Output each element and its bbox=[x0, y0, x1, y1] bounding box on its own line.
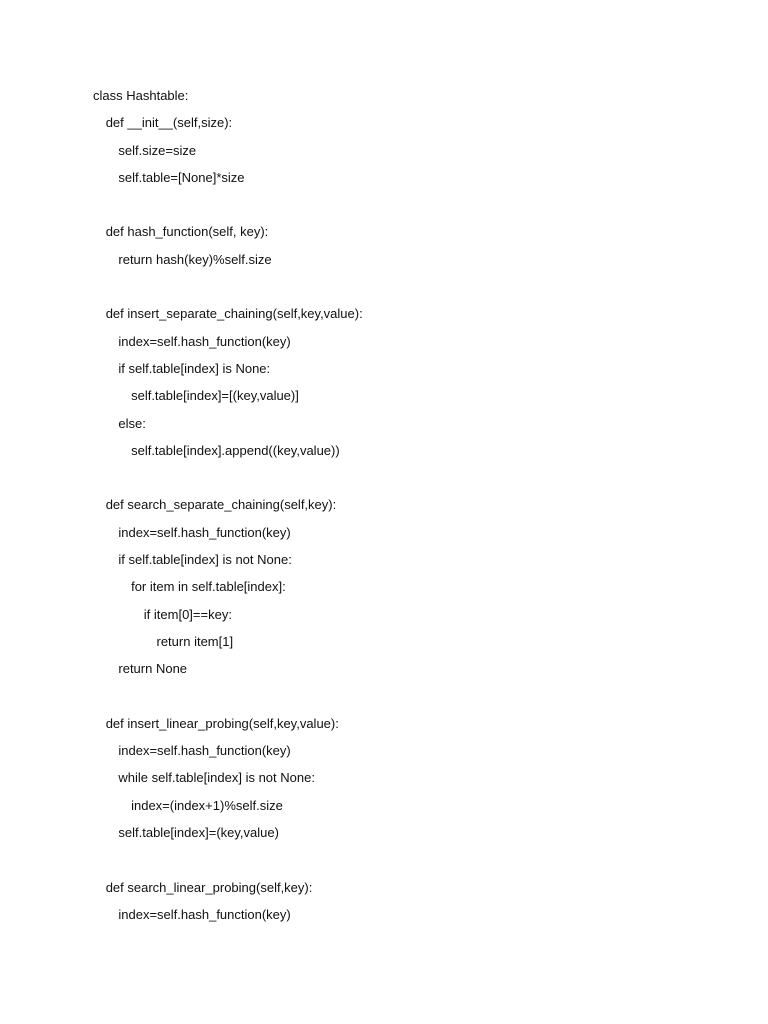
code-line: def hash_function(self, key): bbox=[105, 224, 269, 240]
code-line bbox=[93, 468, 733, 495]
code-line: self.table[index]=(key,value) bbox=[118, 825, 279, 841]
code-line bbox=[93, 277, 733, 304]
code-line bbox=[93, 687, 733, 714]
code-line: while self.table[index] is not None: bbox=[118, 770, 315, 786]
code-line: if item[0]==key: bbox=[143, 606, 232, 622]
code-line: return hash(key)%self.size bbox=[118, 251, 272, 267]
code-line: if self.table[index] is None: bbox=[118, 360, 271, 376]
code-line: else: bbox=[118, 415, 146, 431]
code-line: def insert_linear_probing(self,key,value): bbox=[105, 715, 339, 731]
code-line: return None bbox=[118, 661, 188, 677]
code-line: return item[1] bbox=[156, 633, 234, 649]
code-line: class Hashtable: bbox=[93, 88, 189, 103]
code-line: index=self.hash_function(key) bbox=[118, 524, 291, 540]
code-line bbox=[93, 195, 733, 222]
code-line: def __init__(self,size): bbox=[105, 115, 233, 131]
code-line: self.size=size bbox=[118, 142, 197, 158]
code-line: index=self.hash_function(key) bbox=[118, 333, 291, 349]
code-line: index=(index+1)%self.size bbox=[131, 797, 283, 813]
code-line: def insert_separate_chaining(self,key,value): bbox=[105, 306, 363, 322]
code-line: self.table[index].append((key,value)) bbox=[131, 442, 340, 458]
code-line: for item in self.table[index]: bbox=[131, 579, 286, 595]
code-listing bbox=[93, 86, 733, 932]
code-line: if self.table[index] is not None: bbox=[118, 552, 292, 568]
code-line: def search_linear_probing(self,key): bbox=[105, 879, 313, 895]
code-line: self.table=[None]*size bbox=[118, 169, 245, 185]
code-line: def search_separate_chaining(self,key): bbox=[105, 497, 337, 513]
code-line: index=self.hash_function(key) bbox=[118, 743, 291, 759]
code-line: self.table[index]=[(key,value)] bbox=[131, 388, 299, 404]
code-line: index=self.hash_function(key) bbox=[118, 906, 291, 922]
code-line bbox=[93, 850, 733, 877]
